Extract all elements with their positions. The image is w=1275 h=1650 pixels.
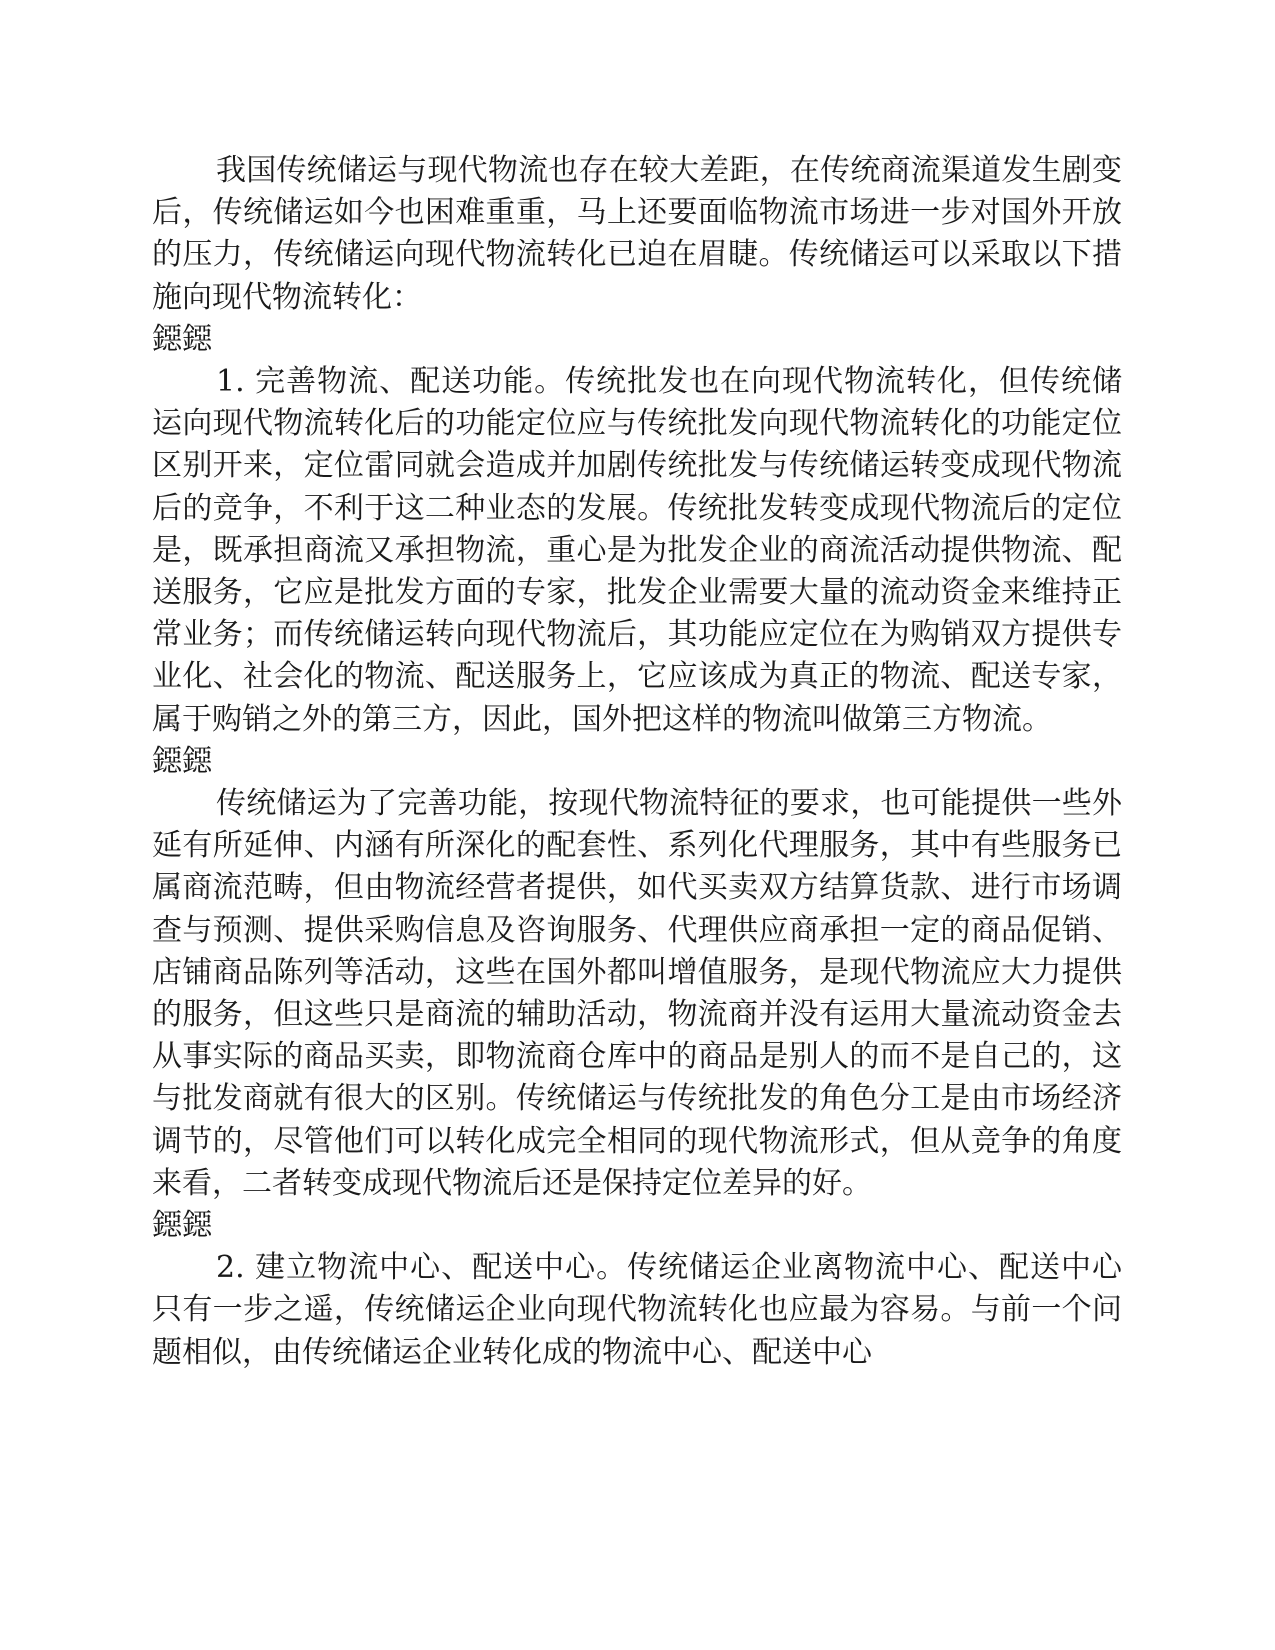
section-2-paragraph: 2. 建立物流中心、配送中心。传统储运企业离物流中心、配送中心只有一步之遥，传统储运企业向现代物流转化也应最为容易。与前一个问题相似，由传统储运企业转化成的物流中心、配送中心 <box>152 1250 1122 1370</box>
document-page <box>152 150 1122 1374</box>
garbled-separator: 鐚鐚 <box>152 321 212 357</box>
section-1-paragraph: 1. 完善物流、配送功能。传统批发也在向现代物流转化，但传统储运向现代物流转化后的功能定位应与传统批发向现代物流转化的功能定位区别开来，定位雷同就会造成并加剧传统批发与传统储运转变成现代物流后的竞争，不利于这二种业态的发展。传统批发转变成现代物流后的定位是，既承担商流又承担物流，重心是为批发企业的商流活动提供物流、配送服务，它应是批发方面的专家，批发企业需要大量的流动资金来维持正常业务；而传统储运转向现代物流后，其功能应定位在为购销双方提供专业化、社会化的物流、配送服务上，它应该成为真正的物流、配送专家，属于购销之外的第三方，因此，国外把这样的物流叫做第三方物流。 <box>152 364 1122 737</box>
garbled-separator: 鐚鐚 <box>152 743 212 779</box>
intro-paragraph: 我国传统储运与现代物流也存在较大差距，在传统商流渠道发生剧变后，传统储运如今也困难重重，马上还要面临物流市场进一步对国外开放的压力，传统储运向现代物流转化已迫在眉睫。传统储运可以采取以下措施向现代物流转化： <box>152 153 1122 315</box>
value-added-services-paragraph: 传统储运为了完善功能，按现代物流特征的要求，也可能提供一些外延有所延伸、内涵有所深化的配套性、系列化代理服务，其中有些服务已属商流范畴，但由物流经营者提供，如代买卖双方结算货款、进行市场调查与预测、提供采购信息及咨询服务、代理供应商承担一定的商品促销、店铺商品陈列等活动，这些在国外都叫增值服务，是现代物流应大力提供的服务，但这些只是商流的辅助活动，物流商并没有运用大量流动资金去从事实际的商品买卖，即物流商仓库中的商品是别人的而不是自己的，这与批发商就有很大的区别。传统储运与传统批发的角色分工是由市场经济调节的，尽管他们可以转化成完全相同的现代物流形式，但从竞争的角度来看，二者转变成现代物流后还是保持定位差异的好。 <box>152 786 1122 1201</box>
garbled-separator: 鐚鐚 <box>152 1208 212 1244</box>
